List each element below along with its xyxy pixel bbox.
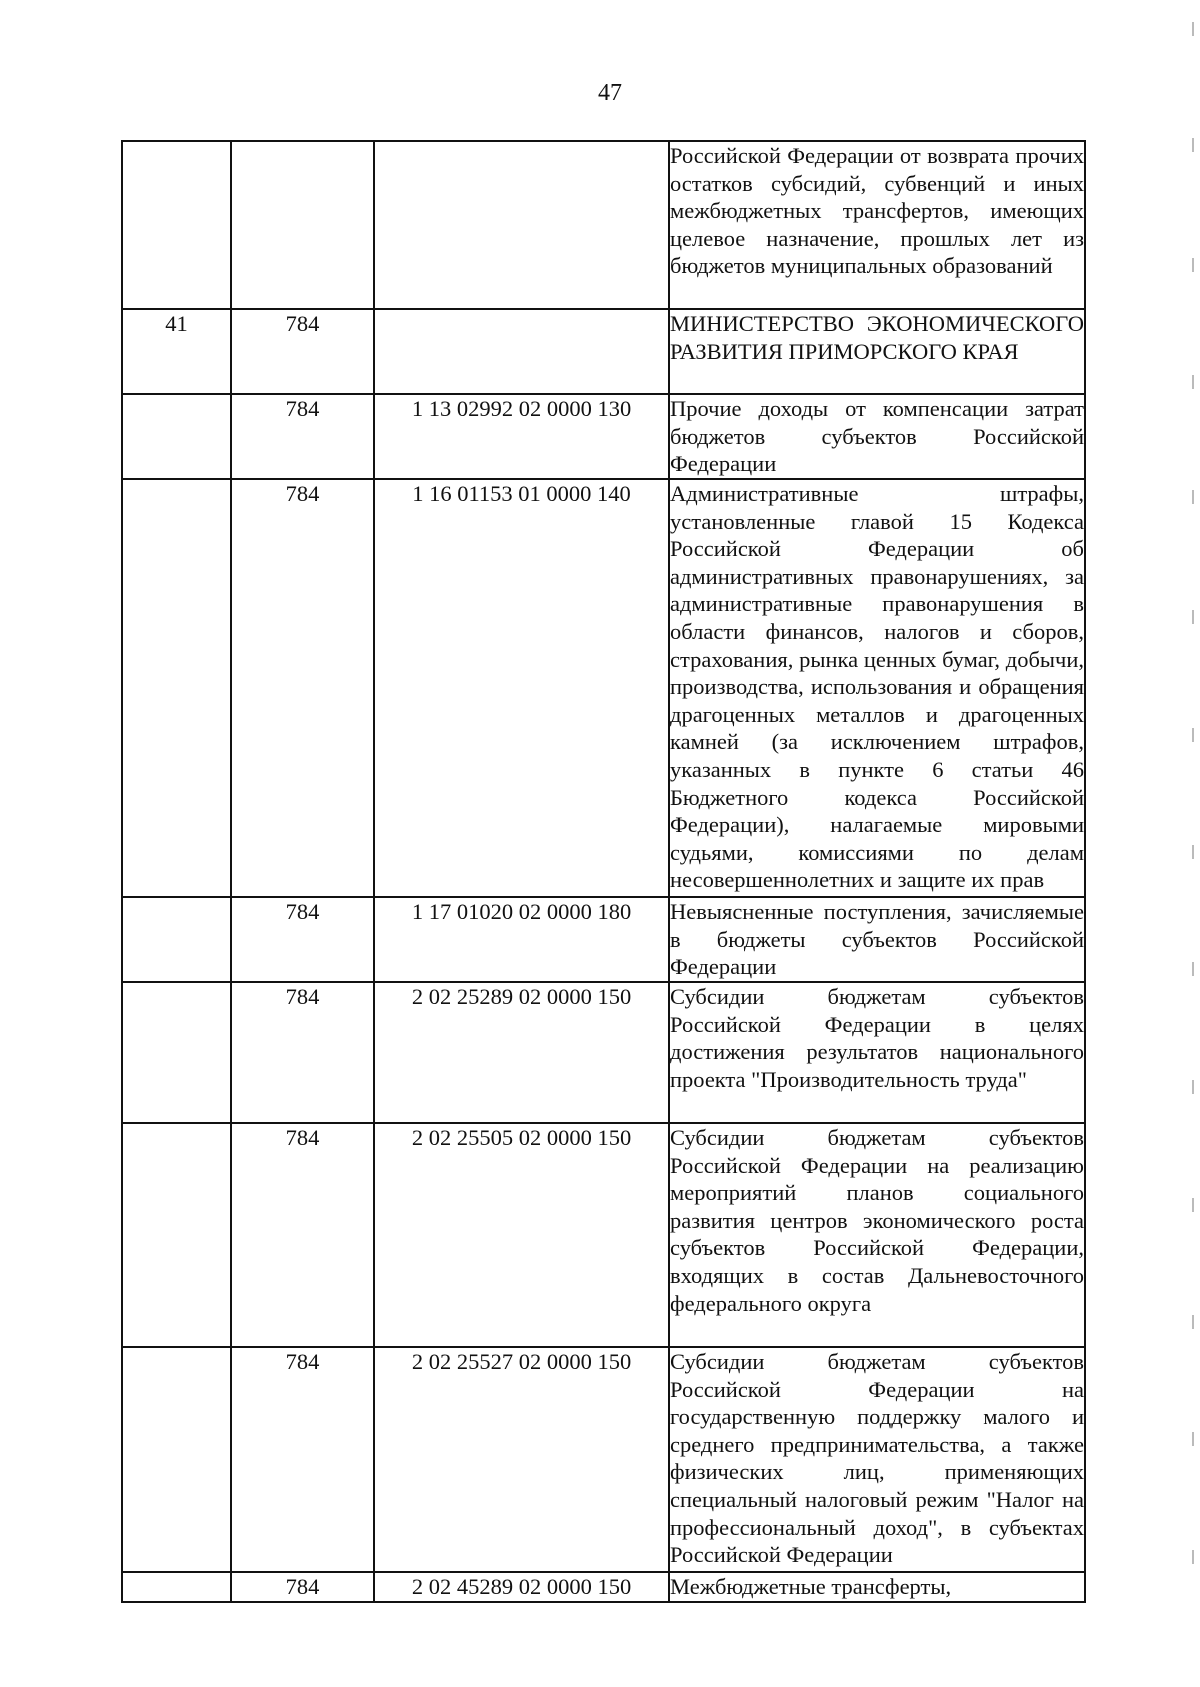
row-number [122,141,231,309]
row-number [122,982,231,1123]
administrator-code: 784 [231,479,374,897]
budget-classification-code: 2 02 25527 02 0000 150 [374,1347,669,1572]
scan-edge-mark [1192,1550,1194,1564]
scan-edge-mark [1192,22,1194,36]
budget-classification-code: 1 16 01153 01 0000 140 [374,479,669,897]
budget-classification-table [121,140,1086,1603]
row-number [122,479,231,897]
row-number [122,1347,231,1572]
scan-edge-mark [1192,1080,1194,1094]
table-row [122,309,1085,394]
budget-classification-code [374,309,669,394]
income-name: Межбюджетные трансферты, [669,1572,1085,1602]
income-name: МИНИСТЕРСТВО ЭКОНОМИЧЕСКОГО РАЗВИТИЯ ПРИМОРСКОГО КРАЯ [669,309,1085,394]
scan-edge-mark [1192,845,1194,859]
table-row [122,479,1085,897]
budget-classification-code: 2 02 25289 02 0000 150 [374,982,669,1123]
administrator-code: 784 [231,1347,374,1572]
scan-edge-mark [1192,1315,1194,1329]
administrator-code: 784 [231,309,374,394]
administrator-code: 784 [231,394,374,479]
table-row [122,141,1085,309]
income-name: Прочие доходы от компенсации затрат бюджетов субъектов Российской Федерации [669,394,1085,479]
income-name: Административные штрафы, установленные главой 15 Кодекса Российской Федерации об административных правонарушениях, за административные правонарушения в области финансов, налогов и сборов, страхования, рынка ценных бумаг, добычи, производства, использования и обращения драгоценных металлов и драгоценных камней (за исключением штрафов, указанных в пункте 6 статьи 46 Бюджетного кодекса Российской Федерации), налагаемые мировыми судьями, комиссиями по делам несовершеннолетних и защите их прав [669,479,1085,897]
table-row [122,394,1085,479]
administrator-code: 784 [231,1572,374,1602]
table-row [122,1123,1085,1347]
row-number [122,897,231,982]
scan-edge-mark [1192,258,1194,272]
table-row [122,897,1085,982]
page-number: 47 [598,80,622,106]
scan-edge-mark [1192,728,1194,742]
table-row [122,1572,1085,1602]
scan-edge-mark [1192,490,1194,504]
income-name: Субсидии бюджетам субъектов Российской Федерации на реализацию мероприятий планов социального развития центров экономического роста субъектов Российской Федерации, входящих в состав Дальневосточного федерального округа [669,1123,1085,1347]
row-number [122,1123,231,1347]
budget-classification-code: 2 02 25505 02 0000 150 [374,1123,669,1347]
scan-edge-mark [1192,375,1194,389]
administrator-code [231,141,374,309]
administrator-code: 784 [231,982,374,1123]
income-name: Невыясненные поступления, зачисляемые в бюджеты субъектов Российской Федерации [669,897,1085,982]
budget-classification-code: 1 17 01020 02 0000 180 [374,897,669,982]
scan-edge-mark [1192,138,1194,152]
income-name: Субсидии бюджетам субъектов Российской Федерации на государственную поддержку малого и среднего предпринимательства, а также физических лиц, применяющих специальный налоговый режим "Налог на профессиональный доход", в субъектах Российской Федерации [669,1347,1085,1572]
budget-classification-code: 2 02 45289 02 0000 150 [374,1572,669,1602]
scan-edge-mark [1192,610,1194,624]
table-row [122,982,1085,1123]
budget-classification-code: 1 13 02992 02 0000 130 [374,394,669,479]
table-row [122,1347,1085,1572]
row-number: 41 [122,309,231,394]
income-name: Российской Федерации от возврата прочих остатков субсидий, субвенций и иных межбюджетных трансфертов, имеющих целевое назначение, прошлых лет из бюджетов муниципальных образований [669,141,1085,309]
scan-edge-mark [1192,1432,1194,1446]
scan-edge-mark [1192,1198,1194,1212]
scan-edge-mark [1192,962,1194,976]
income-name: Субсидии бюджетам субъектов Российской Федерации в целях достижения результатов национального проекта "Производительность труда" [669,982,1085,1123]
row-number [122,394,231,479]
row-number [122,1572,231,1602]
budget-classification-code [374,141,669,309]
administrator-code: 784 [231,1123,374,1347]
administrator-code: 784 [231,897,374,982]
